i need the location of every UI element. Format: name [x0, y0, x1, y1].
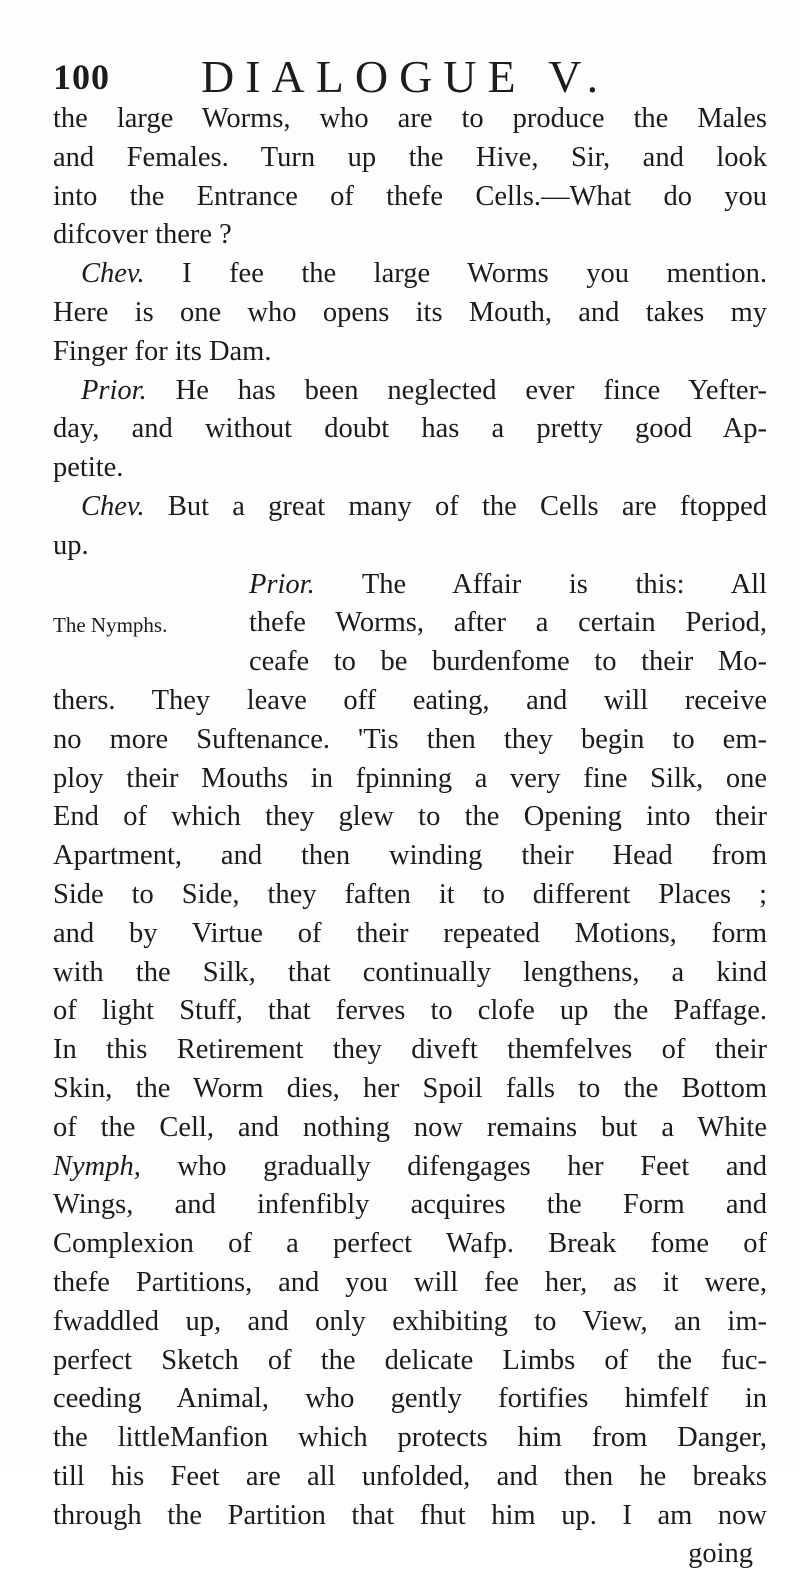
text-line	[53, 1148, 767, 1187]
line-text: The Affair is this: All	[314, 568, 767, 600]
text-line: day, and without doubt has a pretty good Ap-	[53, 413, 767, 445]
text-line: Apartment, and then winding their Head from	[53, 840, 767, 872]
text-line: thefe Partitions, and you will fee her, as it were,	[53, 1266, 767, 1298]
line-text: who gradually difengages her Feet and	[140, 1150, 767, 1182]
line-text: thefe Worms, after a certain Period,	[249, 607, 767, 639]
text-line: perfect Sketch of the delicate Limbs of the fuc-	[53, 1344, 767, 1376]
speaker-name: Chev.	[81, 258, 145, 290]
speaker-name: Chev.	[81, 490, 145, 522]
text-line: thers. They leave off eating, and will receive	[53, 684, 767, 716]
text-line: Wings, and infenfibly acquires the Form and	[53, 1189, 767, 1221]
text-line: and Females. Turn up the Hive, Sir, and look	[53, 141, 767, 173]
text-line: End of which they glew to the Opening into their	[53, 801, 767, 833]
speaker-name: Prior.	[81, 374, 147, 406]
text-line: fwaddled up, and only exhibiting to View, an im-	[53, 1305, 767, 1337]
text-line: up.	[53, 529, 89, 561]
speaker-name: Prior.	[249, 568, 315, 600]
text-line: the littleManfion which protects him from Danger,	[53, 1422, 767, 1454]
text-line	[53, 566, 767, 605]
text-line: of the Cell, and nothing now remains but a White	[53, 1111, 767, 1143]
text-line: In this Retirement they diveft themfelves of their	[53, 1034, 767, 1066]
text-line: ceeding Animal, who gently fortifies himfelf in	[53, 1383, 767, 1415]
italic-word: Nymph,	[53, 1150, 141, 1182]
text-line: till his Feet are all unfolded, and then he breaks	[53, 1460, 767, 1492]
text-line	[53, 255, 767, 294]
text-line	[53, 488, 767, 527]
text-line: Complexion of a perfect Wafp. Break fome of	[53, 1228, 767, 1260]
text-line: into the Entrance of thefe Cells.—What do you	[53, 180, 767, 212]
line-text: But a great many of the Cells are ftopped	[144, 490, 767, 522]
text-line: Here is one who opens its Mouth, and takes my	[53, 296, 767, 328]
text-line: the large Worms, who are to produce the Males	[53, 103, 767, 134]
margin-note: The Nymphs.	[53, 613, 168, 638]
text-line: through the Partition that fhut him up. I am now	[53, 1499, 767, 1531]
text-line: ceafe to be burdenfome to their Mo-	[249, 646, 767, 678]
chapter-title: DIALOGUE V.	[201, 51, 610, 102]
page-number: 100	[53, 57, 110, 97]
text-line: of light Stuff, that ferves to clofe up the Paffage.	[53, 995, 767, 1027]
body-text	[53, 100, 767, 1574]
text-line	[53, 372, 767, 411]
line-text: I fee the large Worms you mention.	[144, 258, 767, 290]
text-line: Finger for its Dam.	[53, 335, 272, 367]
text-line: ploy their Mouths in fpinning a very fine Silk, one	[53, 762, 767, 794]
line-text: He has been neglected ever fince Yefter-	[146, 374, 767, 406]
text-line: difcover there ?	[53, 219, 232, 251]
running-head	[53, 50, 783, 100]
text-line: no more Suftenance. 'Tis then they begin to em-	[53, 723, 767, 755]
text-line: petite.	[53, 452, 124, 484]
text-line: Skin, the Worm dies, her Spoil falls to the Bottom	[53, 1072, 767, 1104]
text-line: with the Silk, that continually lengthens, a kind	[53, 956, 767, 988]
text-line: Side to Side, they faften it to different Places ;	[53, 878, 767, 910]
text-line	[53, 604, 767, 643]
catchword: going	[688, 1538, 753, 1570]
text-line: and by Virtue of their repeated Motions, form	[53, 917, 767, 949]
